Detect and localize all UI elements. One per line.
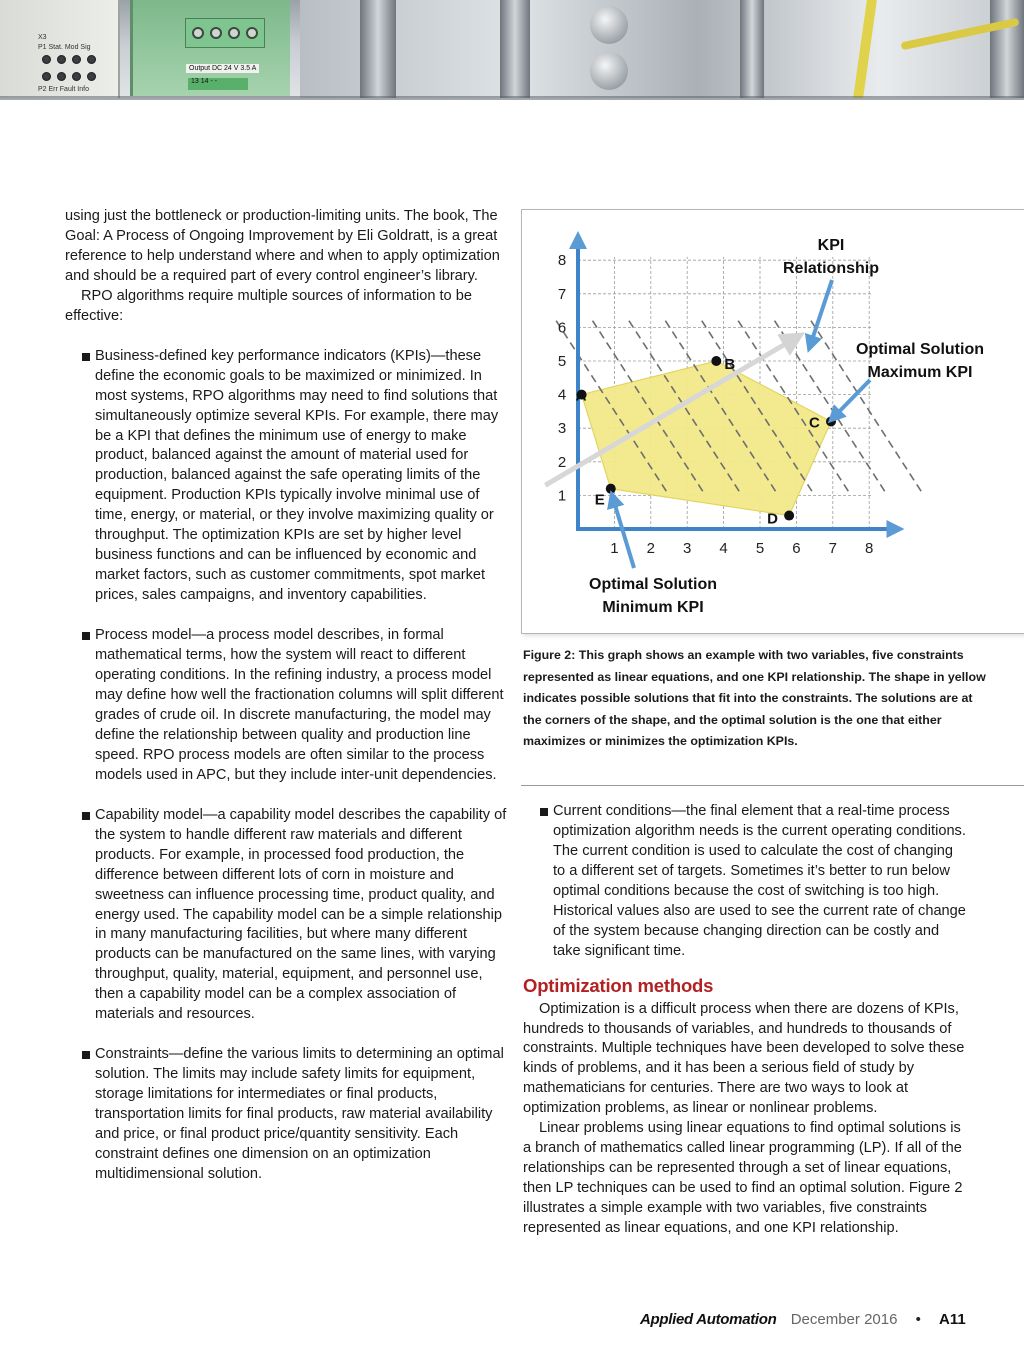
y-tick-label: 1 bbox=[557, 487, 567, 505]
hinge-bar bbox=[500, 0, 530, 98]
header-photo bbox=[0, 0, 1024, 100]
status-led bbox=[87, 72, 96, 81]
vertex-label: D bbox=[767, 510, 778, 528]
figure-2 bbox=[521, 209, 1024, 634]
vertex-point bbox=[784, 511, 794, 521]
metal-panel bbox=[300, 0, 1024, 98]
kpi-label-line2: Relationship bbox=[782, 260, 880, 277]
terminal-block bbox=[185, 18, 265, 48]
x-tick-label: 6 bbox=[792, 540, 801, 557]
status-led bbox=[72, 72, 81, 81]
y-tick-label: 5 bbox=[557, 353, 567, 370]
y-tick-label: 8 bbox=[557, 252, 567, 270]
hinge-bar bbox=[360, 0, 396, 98]
bullet-square-icon bbox=[82, 353, 90, 361]
footer-separator: • bbox=[915, 1311, 921, 1328]
y-tick-label: 2 bbox=[557, 453, 567, 471]
terminal-screw bbox=[228, 27, 240, 39]
optimization-paragraph-1: Optimization is a difficult process when there are dozens of KPIs, hundreds to thousands of variables, and hundreds to thousands of constraints. Multiple techniques have been developed to solve these kinds of problems, and it has been a serious field of study by mathematicians for centuries. There are two ways to look at optimization problems, as linear or nonlinear problems. bbox=[523, 1000, 965, 1117]
bullet-text: Current conditions—the final element that a real-time process optimization algorithm needs is the current operating conditions. The current condition is used to calculate the cost of changing to a different set of targets. Sometimes it’s better to run below optimal conditions because the cost of switching is too high. Historical values also are used to see the current rate of change of the system because changing direction can be costly and take significant time. bbox=[553, 803, 966, 959]
page-number: A11 bbox=[939, 1311, 966, 1328]
photo-shadow bbox=[0, 96, 1024, 100]
terminal-numbers: 13 14 - - bbox=[188, 78, 248, 90]
max-label-line1: Optimal Solution bbox=[856, 341, 984, 358]
y-tick-label: 4 bbox=[557, 386, 567, 404]
section-heading: Optimization methods bbox=[523, 974, 714, 996]
module-label-row2: P2 Err Fault Info bbox=[38, 86, 89, 93]
x-tick-label: 7 bbox=[828, 540, 837, 557]
output-rating-label: Output DC 24 V 3.5 A bbox=[186, 64, 259, 73]
bullet-capability-model bbox=[65, 806, 510, 1025]
y-tick-label: 3 bbox=[557, 420, 567, 438]
issue-date: December 2016 bbox=[790, 1311, 898, 1328]
feasible-region bbox=[582, 361, 831, 516]
kpi-label-line1: KPI bbox=[817, 237, 845, 254]
left-column bbox=[65, 207, 510, 1185]
x-tick-label: 4 bbox=[719, 540, 728, 557]
bullet-square-icon bbox=[82, 812, 90, 820]
min-label-line1: Optimal Solution bbox=[589, 576, 717, 593]
x-tick-label: 5 bbox=[755, 540, 765, 557]
bullet-square-icon bbox=[540, 808, 548, 816]
status-led bbox=[42, 55, 51, 64]
bullet-square-icon bbox=[82, 632, 90, 640]
vertex-point bbox=[711, 356, 721, 366]
terminal-screw bbox=[210, 27, 222, 39]
lp-chart bbox=[522, 210, 1024, 635]
status-led bbox=[42, 72, 51, 81]
terminal-screw bbox=[246, 27, 258, 39]
module-label-x3: X3 bbox=[38, 34, 47, 41]
min-label-line2: Minimum KPI bbox=[602, 599, 704, 616]
page-footer bbox=[640, 1311, 970, 1335]
status-led bbox=[57, 55, 66, 64]
bullet-text: Process model—a process model describes, in formal mathematical terms, how the system will react to different operating conditions. In the refining industry, a process model may define how well the fractionation columns will split different grades of crude oil. In discrete manufacturing, the model may define the relationship between quality and production line speed. RPO process models are often similar to the process models used in APC, but they include inter-unit dependencies. bbox=[95, 627, 504, 783]
publication-name: Applied Automation bbox=[640, 1311, 777, 1328]
figure-caption: Figure 2: This graph shows an example with two variables, five constraints represented as linear equations, and one KPI relationship. The shape in yellow indicates possible solutions that fit into the constraints. The solutions are at the corners of the shape, and the optimal solution is the one that either maximizes or minimizes the optimization KPIs. bbox=[523, 648, 986, 749]
status-led bbox=[87, 55, 96, 64]
bullet-text: Capability model—a capability model describes the capability of the system to handle different raw materials and different products. For example, in processed food production, the difference between different lots of corn in moisture and sweetness can influence processing time, product quality, and energy used. The capability model can be a simple relationship in many manufacturing facilities, but where many different products can be manufactured on the same lines, with varying throughput, quality, material, equipment, and personnel use, then a capability model can be a complex association of materials and resources. bbox=[95, 806, 507, 1023]
feasible-region-layer bbox=[582, 361, 831, 516]
bullet-process-model bbox=[65, 626, 510, 786]
x-tick-label: 1 bbox=[610, 540, 619, 557]
bullet-square-icon bbox=[82, 1051, 90, 1059]
y-tick-label: 6 bbox=[557, 319, 567, 337]
intro-paragraph: using just the bottleneck or production-limiting units. The book, The Goal: A Process of Ongoing Improvement by Eli Goldratt, is a great reference to help understand where and when to apply optimization and should be a required part of every control engineer’s library. bbox=[65, 208, 500, 284]
bullet-text: Business-defined key performance indicators (KPIs)—these define the economic goals to be maximized or minimized. In most systems, RPO algorithms may need to find solutions that simultaneously optimize several KPIs. For example, there may be a KPI that defines the minimum use of energy to make product, balanced against the amount of material used for production, balanced against the safe operating limits of the equipment. Production KPIs typically involve minimal use of time, energy, or material, or they involve maximizing quality or throughput. The optimization KPIs are set by higher level business functions and can be influenced by economic and market factors, such as customer commitments, spot market prices, sales campaigns, and inventory capabilities. bbox=[95, 347, 499, 604]
x-tick-label: 3 bbox=[683, 540, 692, 557]
caption-divider bbox=[521, 785, 1024, 786]
hinge-bar bbox=[740, 0, 764, 98]
hinge-knob bbox=[590, 52, 628, 90]
y-tick-label: 7 bbox=[557, 285, 567, 303]
hinge-bar bbox=[990, 0, 1024, 98]
vertex-label: C bbox=[808, 414, 820, 432]
hinge-knob bbox=[590, 6, 628, 44]
terminal-screw bbox=[192, 27, 204, 39]
vertex-label: B bbox=[724, 356, 736, 373]
bullet-text: Constraints—define the various limits to determining an optimal solution. The limits may include safety limits for equipment, storage limitations for intermediates or final products, transportation limits for final products, raw material availability and price, or final product price/quantity sensitivity. Each constraint defines one dimension on an optimization multidimensional solution. bbox=[95, 1046, 504, 1182]
vertex-label: E bbox=[594, 491, 605, 509]
status-led bbox=[72, 55, 81, 64]
max-label-line2: Maximum KPI bbox=[867, 364, 973, 381]
vertex-point bbox=[606, 484, 616, 494]
x-tick-label: 8 bbox=[865, 540, 874, 557]
x-tick-label: 2 bbox=[646, 540, 655, 557]
vertex-label: A bbox=[575, 387, 587, 405]
module-label-row1: P1 Stat. Mod Sig bbox=[38, 44, 91, 51]
max-kpi-arrow bbox=[833, 380, 870, 418]
min-kpi-arrow bbox=[613, 497, 634, 568]
bullet-constraints bbox=[65, 1045, 510, 1185]
status-led bbox=[57, 72, 66, 81]
right-column bbox=[523, 802, 968, 1239]
bullet-current-conditions bbox=[523, 802, 968, 962]
optimization-paragraph-2: Linear problems using linear equations to find optimal solutions is a branch of mathematics called linear programming (LP). If all of the relationships can be represented through a set of linear equations, then LP techniques can be used to find an optimal solution. Figure 2 illustrates a simple example with two variables, five constraints represented as linear equations, and one KPI relationship. bbox=[523, 1120, 963, 1237]
io-module bbox=[0, 0, 120, 98]
bullet-kpis bbox=[65, 347, 510, 606]
rpo-intro-paragraph: RPO algorithms require multiple sources of information to be effective: bbox=[65, 287, 472, 324]
